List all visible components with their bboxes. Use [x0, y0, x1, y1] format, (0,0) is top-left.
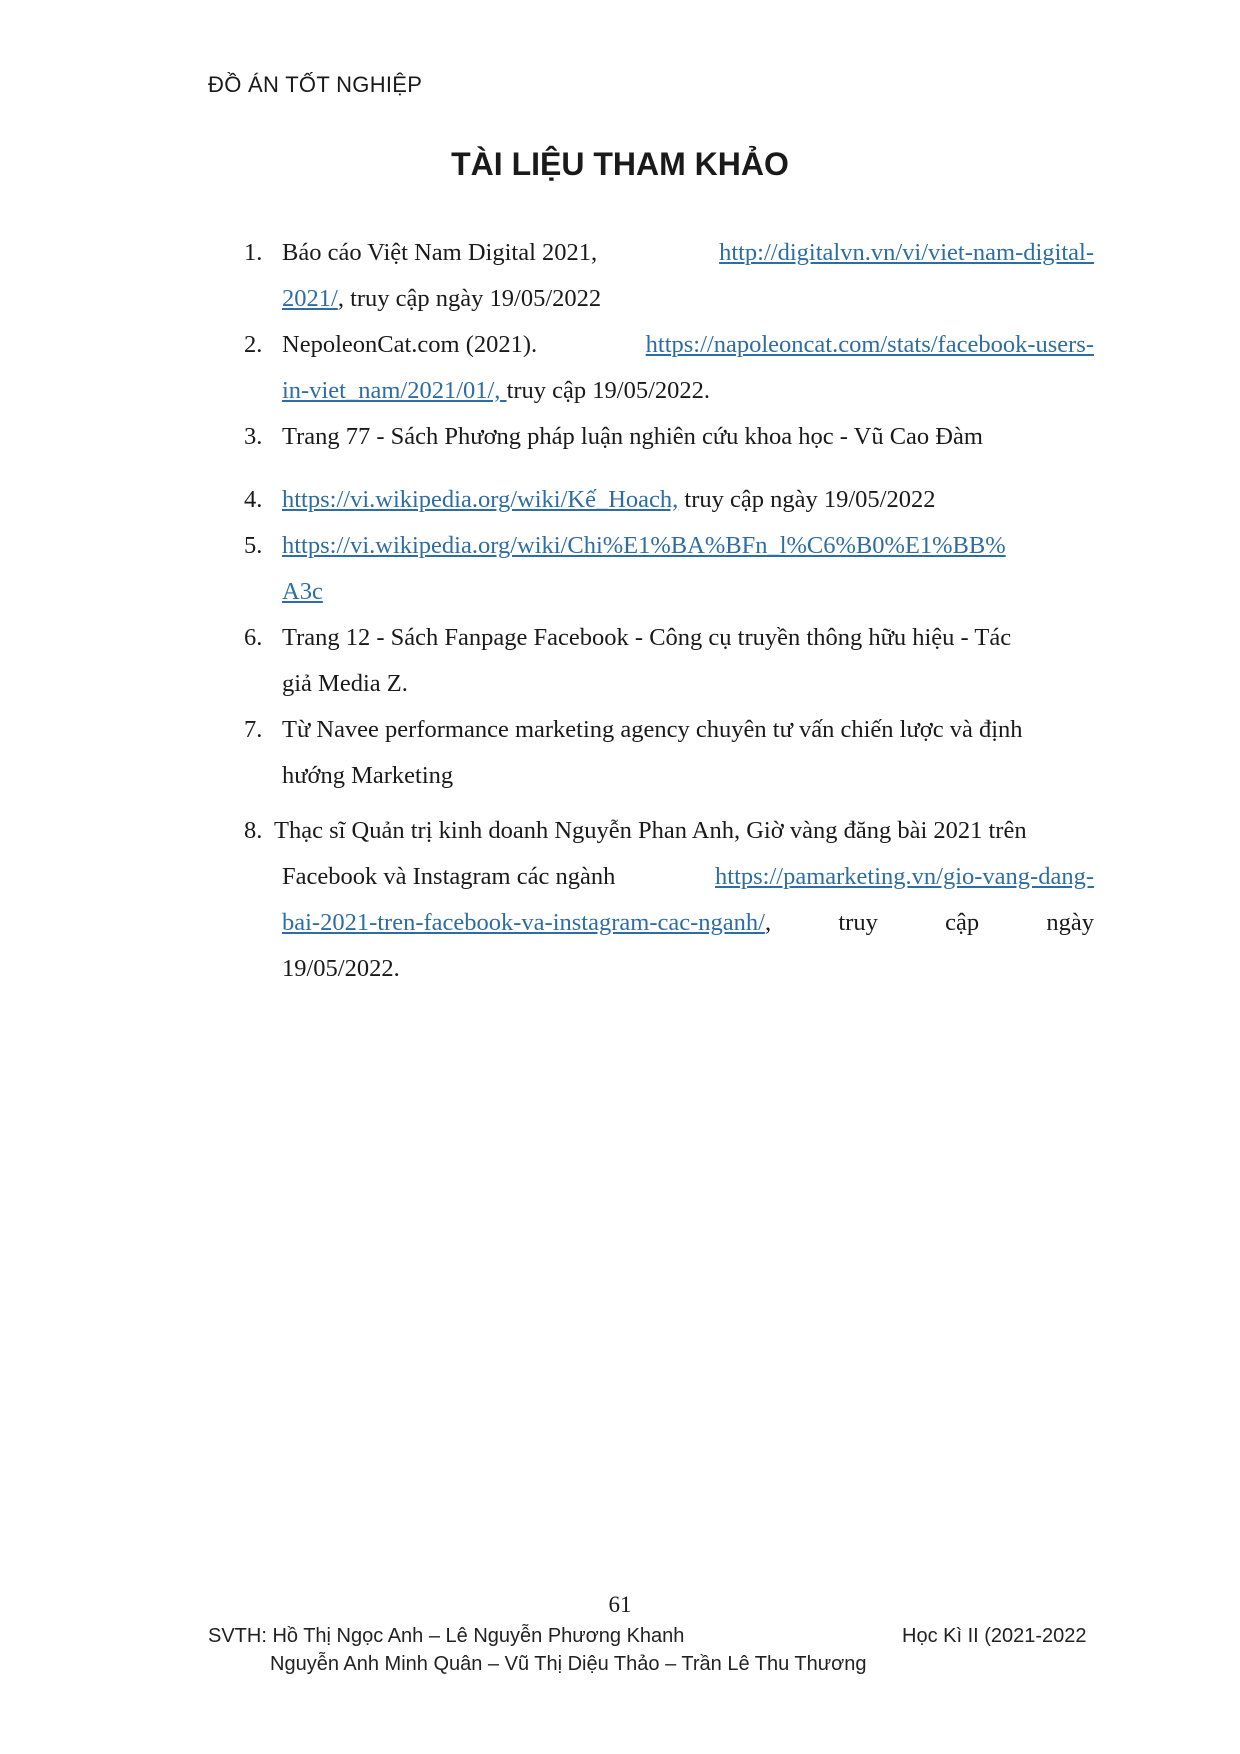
reference-word: truy [838, 909, 878, 936]
reference-number: 3. [244, 423, 263, 450]
footer-students-line2: Nguyễn Anh Minh Quân – Vũ Thị Diệu Thảo – Trần Lê Thu Thương [270, 1653, 867, 1675]
reference-number: 6. [244, 624, 263, 651]
document-header: ĐỒ ÁN TỐT NGHIỆP [208, 72, 423, 97]
reference-text: Trang 77 - Sách Phương pháp luận nghiên cứu khoa học - Vũ Cao Đàm [282, 423, 983, 450]
reference-access-date: truy cập 19/05/2022. [506, 377, 711, 404]
reference-number: 4. [244, 486, 263, 513]
reference-number: 7. [244, 716, 263, 743]
reference-link[interactable]: http://digitalvn.vn/vi/viet-nam-digital- [719, 239, 1094, 266]
reference-item-6 [244, 615, 1094, 707]
reference-item-7 [244, 707, 1094, 799]
reference-link-continued[interactable]: A3c [282, 578, 323, 605]
reference-comma: , [764, 909, 772, 936]
reference-number: 5. [244, 532, 263, 559]
reference-word: cập [945, 909, 980, 936]
footer-semester: Học Kì II (2021-2022 [902, 1625, 1087, 1647]
reference-text-continued: Facebook và Instagram các ngành [282, 863, 616, 890]
reference-number: 2. [244, 331, 263, 358]
reference-link[interactable]: https://pamarketing.vn/gio-vang-dang- [715, 863, 1094, 890]
reference-text: Thạc sĩ Quản trị kinh doanh Nguyễn Phan Anh, Giờ vàng đăng bài 2021 trên [274, 817, 1027, 844]
reference-link-continued[interactable]: 2021/ [282, 285, 338, 312]
reference-access-date: , truy cập ngày 19/05/2022 [337, 285, 602, 312]
reference-text: NepoleonCat.com (2021). [282, 331, 538, 358]
reference-link-continued[interactable]: bai-2021-tren-facebook-va-instagram-cac-nganh/ [282, 909, 765, 936]
reference-link[interactable]: https://napoleoncat.com/stats/facebook-users- [645, 331, 1094, 358]
reference-item-8 [244, 808, 1094, 992]
reference-item-5 [244, 523, 1094, 615]
reference-link[interactable]: https://vi.wikipedia.org/wiki/Chi%E1%BA%BFn_l%C6%B0%E1%BB% [282, 532, 1006, 559]
page-title: TÀI LIỆU THAM KHẢO [451, 146, 789, 182]
reference-item-4 [244, 477, 1094, 523]
reference-number: 1. [244, 239, 263, 266]
reference-text-continued: giả Media Z. [282, 670, 408, 697]
reference-text: Từ Navee performance marketing agency chuyên tư vấn chiến lược và định [282, 716, 1023, 743]
reference-text: Trang 12 - Sách Fanpage Facebook - Công cụ truyền thông hữu hiệu - Tác [282, 624, 1012, 651]
reference-text-continued: hướng Marketing [282, 762, 454, 789]
reference-link[interactable]: https://vi.wikipedia.org/wiki/Kế_Hoach, [282, 486, 679, 513]
reference-item-2 [244, 322, 1094, 414]
reference-access-date: truy cập ngày 19/05/2022 [678, 486, 936, 513]
reference-item-1 [244, 230, 1094, 322]
reference-text: Báo cáo Việt Nam Digital 2021, [282, 239, 598, 266]
footer-students: SVTH: Hồ Thị Ngọc Anh – Lê Nguyễn Phương Khanh [208, 1625, 685, 1647]
reference-item-3 [244, 414, 1094, 460]
reference-number: 8. [244, 817, 263, 844]
page-number: 61 [608, 1592, 632, 1617]
reference-access-date: 19/05/2022. [282, 955, 400, 982]
reference-word: ngày [1046, 909, 1094, 936]
reference-link-continued[interactable]: in-viet_nam/2021/01/, [282, 377, 507, 404]
